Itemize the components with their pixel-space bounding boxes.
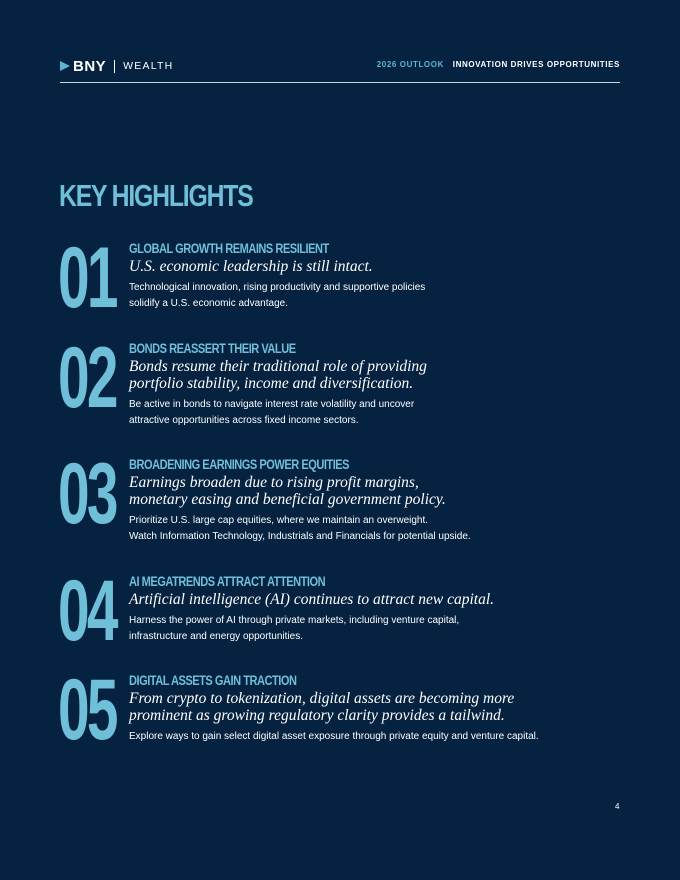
highlight-text: Harness the power of AI through private markets, including venture capital, infrastructure and energy opportunities. [129, 615, 460, 642]
highlight-subheading: Artificial intelligence (AI) continues to attract new capital. [129, 591, 495, 608]
bny-wealth-logo [60, 58, 173, 74]
highlight-number: 04 [58, 563, 116, 659]
highlight-number: 01 [58, 230, 116, 326]
header-tagline [377, 60, 620, 69]
highlight-text: Technological innovation, rising productivity and supportive policies solidify a U.S. economic advantage. [129, 282, 426, 309]
highlight-number: 03 [58, 446, 116, 542]
outlook-label: 2026 OUTLOOK [376, 60, 444, 69]
highlight-heading: DIGITAL ASSETS GAIN TRACTION [129, 673, 297, 688]
highlight-subheading: U.S. economic leadership is still intact. [129, 258, 373, 275]
highlight-number: 05 [58, 662, 116, 758]
highlight-number: 02 [58, 330, 116, 426]
highlight-body [129, 574, 609, 644]
highlight-heading: BROADENING EARNINGS POWER EQUITIES [129, 457, 350, 472]
highlight-body [129, 673, 609, 745]
tagline-label: INNOVATION DRIVES OPPORTUNITIES [452, 60, 620, 69]
bny-arrow-icon [60, 61, 70, 71]
highlight-text: Explore ways to gain select digital asset exposure through private equity and venture capital. [129, 731, 539, 742]
page-number: 4 [615, 802, 620, 811]
highlight-body [129, 241, 609, 311]
page-header [60, 58, 620, 83]
highlight-text: Prioritize U.S. large cap equities, where we maintain an overweight. Watch Information Technology, Industrials and Financials for potential upside. [129, 515, 471, 542]
highlight-heading: GLOBAL GROWTH REMAINS RESILIENT [129, 241, 329, 256]
brand-name: BNY [73, 57, 107, 75]
highlight-heading: AI MEGATRENDS ATTRACT ATTENTION [129, 574, 326, 589]
logo-divider [114, 60, 115, 73]
highlight-body [129, 341, 609, 428]
page-title: KEY HIGHLIGHTS [59, 178, 253, 213]
highlight-body [129, 457, 609, 544]
highlight-subheading: Earnings broaden due to rising profit margins, monetary easing and beneficial government policy. [129, 474, 446, 508]
highlight-heading: BONDS REASSERT THEIR VALUE [129, 341, 296, 356]
highlight-subheading: From crypto to tokenization, digital assets are becoming more prominent as growing regulatory clarity provides a tailwind. [129, 690, 515, 724]
brand-subtitle: WEALTH [123, 60, 174, 72]
highlight-text: Be active in bonds to navigate interest rate volatility and uncover attractive opportunities across fixed income sectors. [129, 399, 415, 426]
highlight-subheading: Bonds resume their traditional role of providing portfolio stability, income and diversification. [129, 358, 427, 392]
